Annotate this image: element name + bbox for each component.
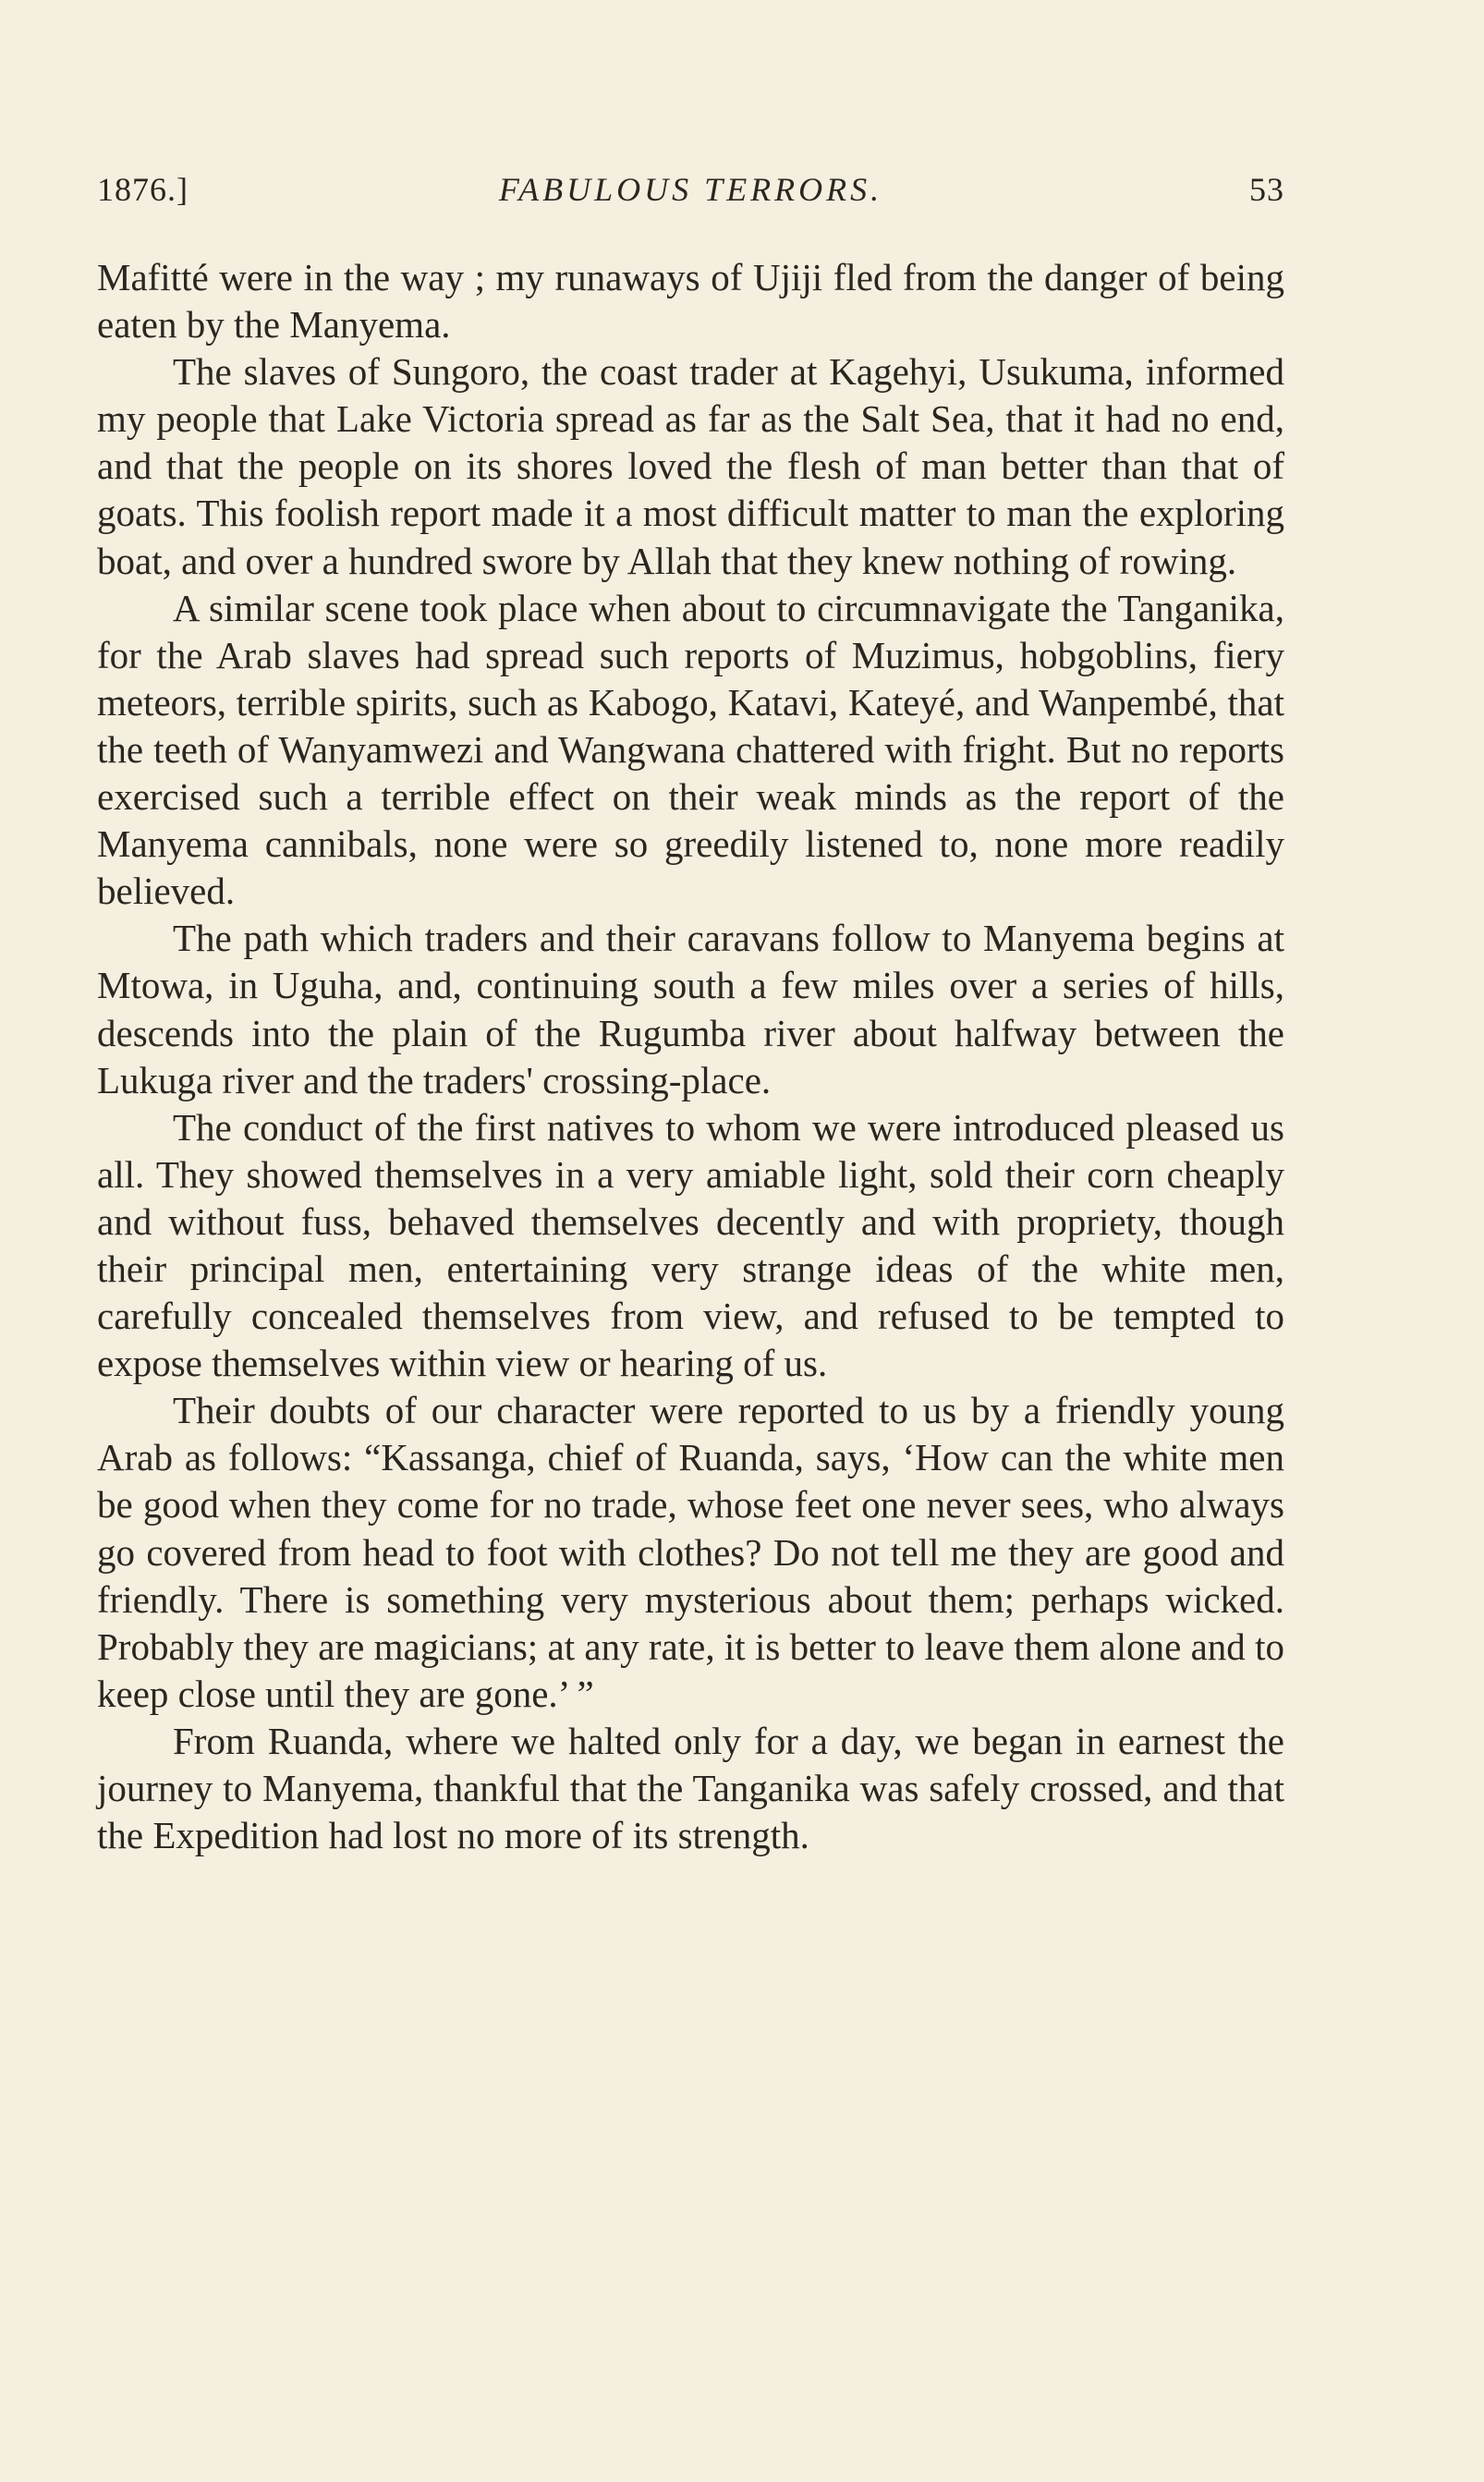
paragraph: A similar scene took place when about to circumnavigate the Tanganika, for the Arab slaves had spread such reports of Muzimus, hobgoblins, fiery meteors, terrible spirits, such as Kabogo, Katavi, Kateyé, and Wanpembé, that the teeth of Wanyamwezi and Wangwana chattered with fright. But no reports exercised such a terrible effect on their weak minds as the report of the Manyema cannibals, none were so greedily listened to, none more readily believed. [97,586,1284,913]
paragraph: Mafitté were in the way ; my runaways of Ujiji fled from the danger of being eaten by the Manyema. [97,256,1284,347]
paragraph: From Ruanda, where we halted only for a day, we began in earnest the journey to Manyema, thankful that the Tanganika was safely crossed, and that the Expedition had lost no more of its strength. [97,1719,1284,1857]
running-head-date: 1876.] [97,171,189,208]
paragraph: The path which traders and their caravans follow to Manyema begins at Mtowa, in Uguha, and, continuing south a few miles over a series of hills, descends into the plain of the Rugumba river about halfway between the Lukuga river and the traders' crossing-place. [97,917,1284,1101]
paragraph: Their doubts of our character were reported to us by a friendly young Arab as follows: “Kassanga, chief of Ruanda, says, ‘How can the white men be good when they come for no trade, whose feet one never sees, who always go covered from head to foot with clothes? Do not tell me they are good and friendly. There is something very mysterious about them; perhaps wicked. Probably they are magicians; at any rate, it is better to leave them alone and to keep close until they are gone.’ ” [97,1389,1284,1715]
running-head [97,157,1284,213]
body-text [97,254,1284,1859]
running-head-title: FABULOUS TERRORS. [498,171,883,208]
book-page [97,157,1284,1859]
paragraph: The slaves of Sungoro, the coast trader at Kagehyi, Usukuma, informed my people that Lake Victoria spread as far as the Salt Sea, that it had no end, and that the people on its shores loved the flesh of man better than that of goats. This foolish report made it a most difficult matter to man the exploring boat, and over a hundred swore by Allah that they knew nothing of rowing. [97,350,1284,582]
page-number: 53 [1249,171,1284,208]
paragraph: The conduct of the first natives to whom we were introduced pleased us all. They showed themselves in a very amiable light, sold their corn cheaply and without fuss, behaved themselves decently and with propriety, though their principal men, entertaining very strange ideas of the white men, carefully concealed themselves from view, and refused to be tempted to expose themselves within view or hearing of us. [97,1105,1284,1385]
